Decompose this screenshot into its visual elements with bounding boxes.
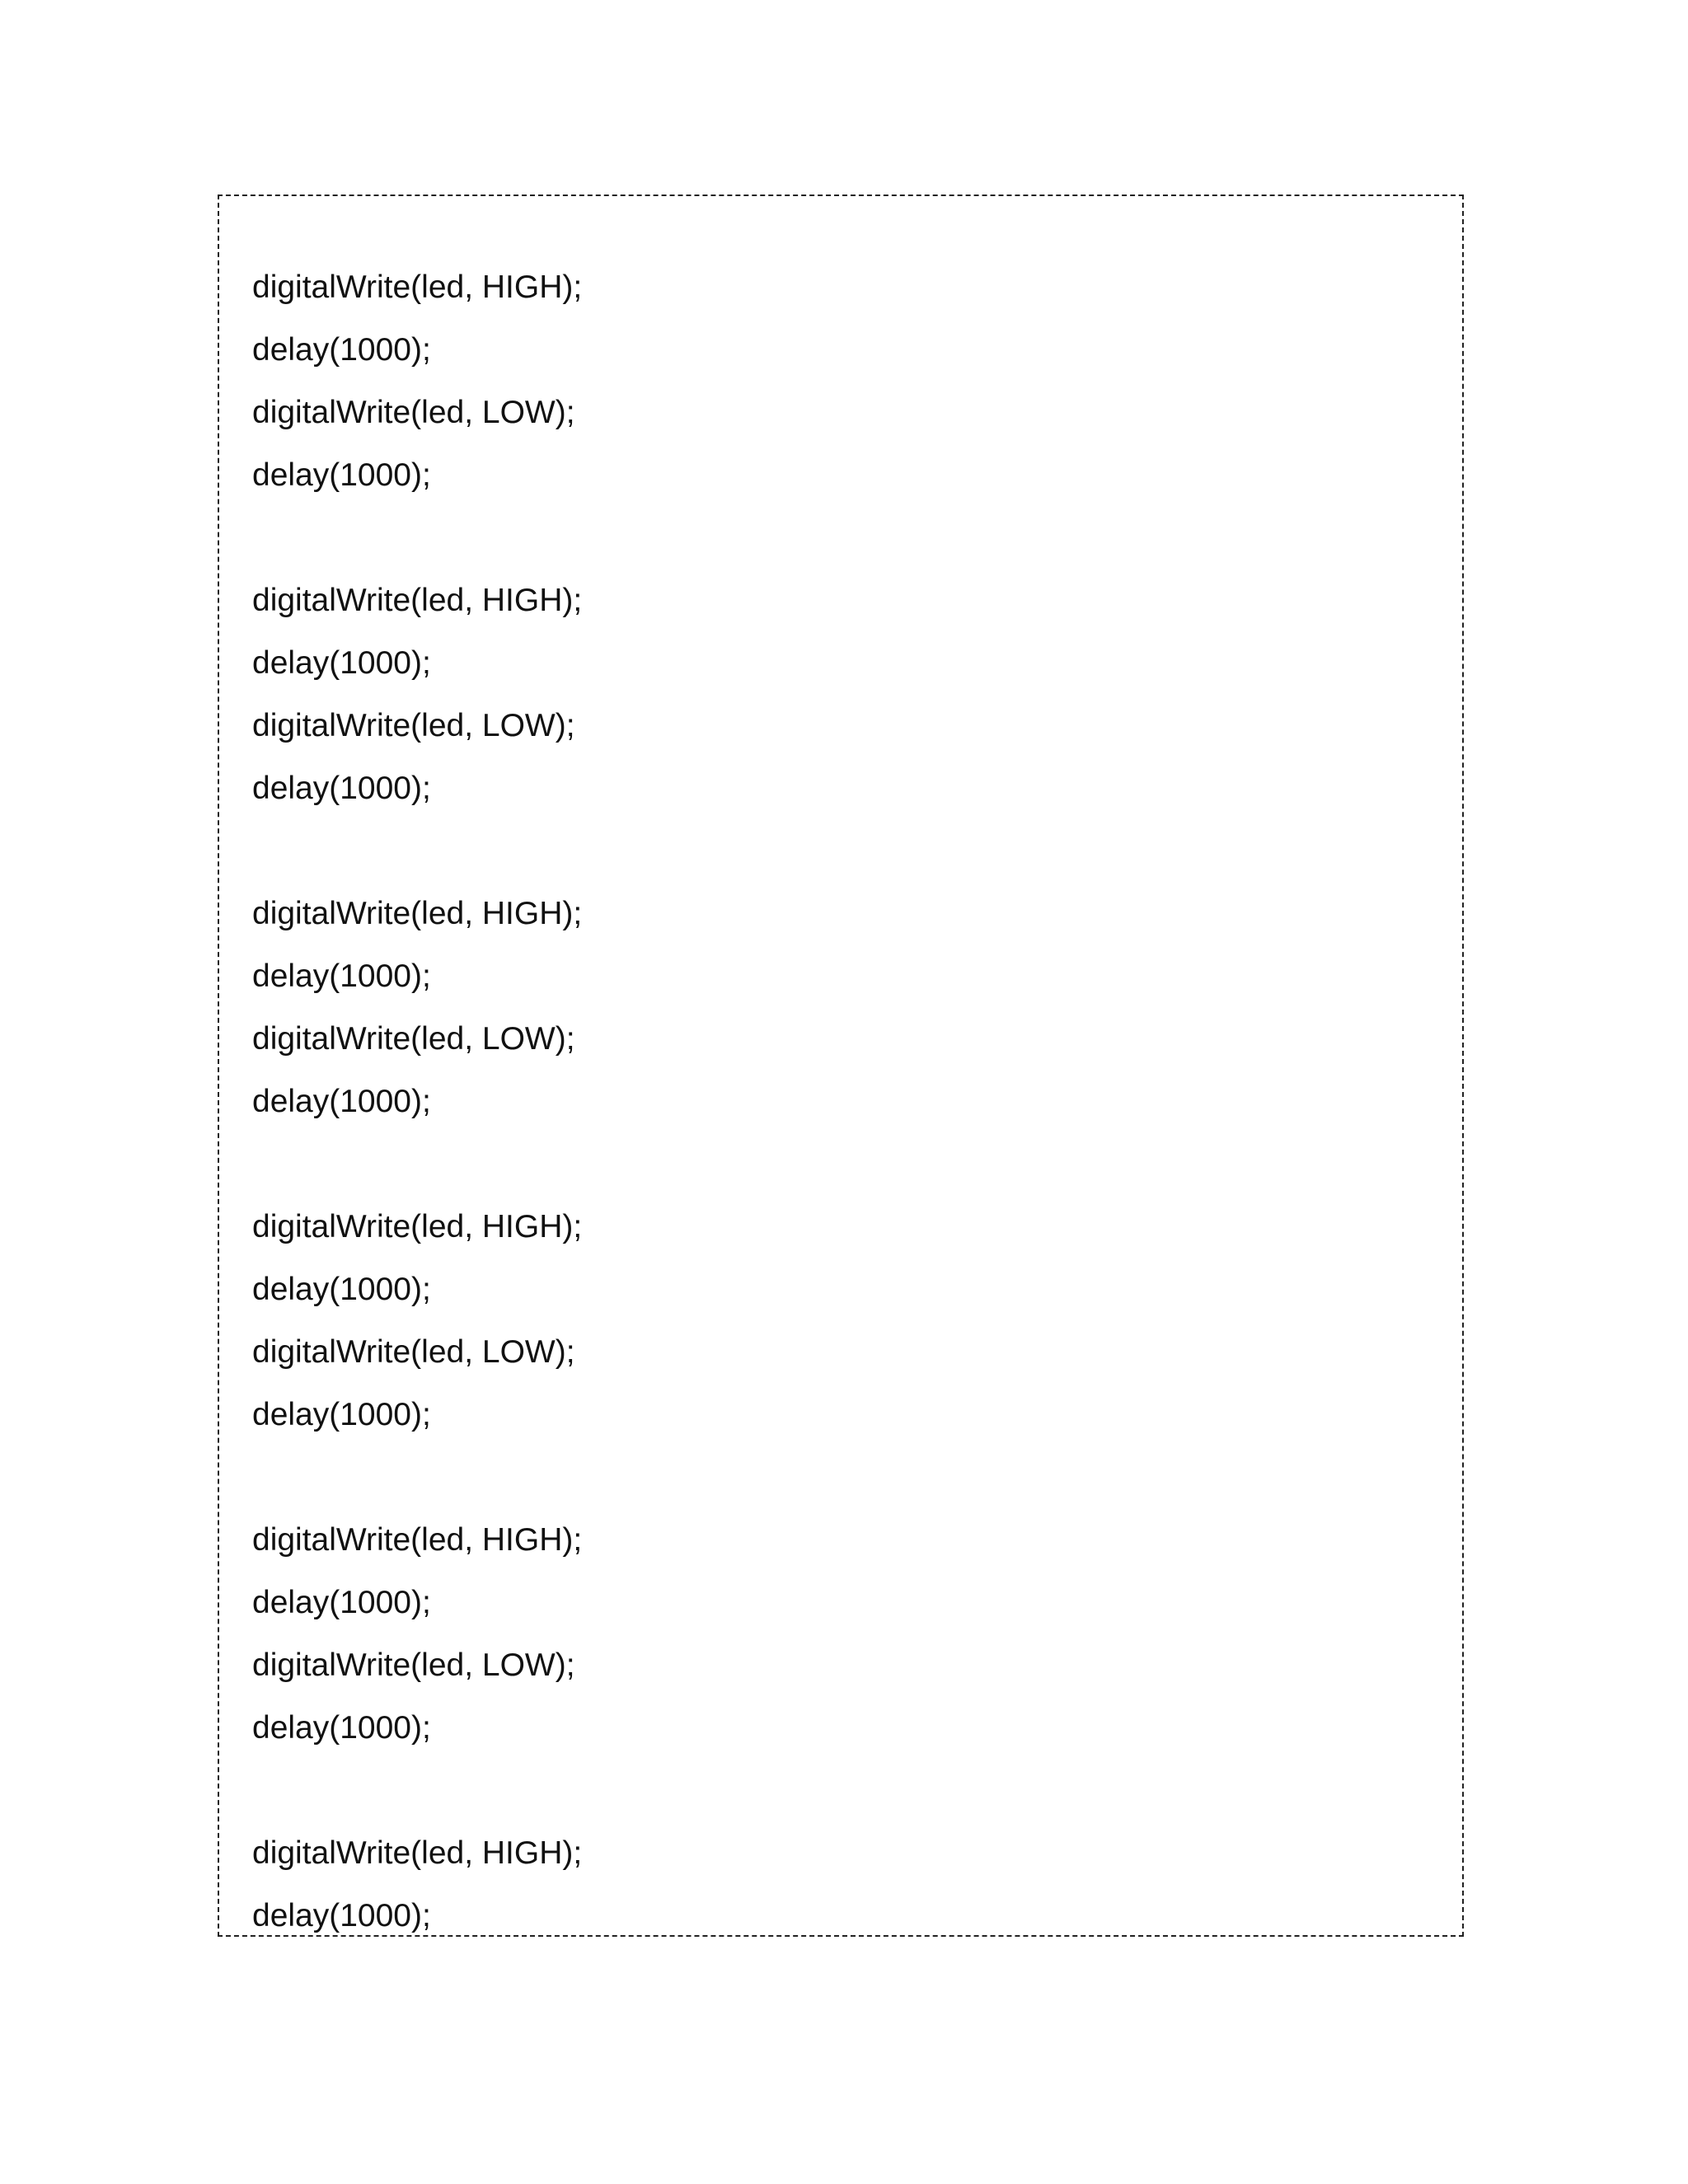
code-line: delay(1000);	[252, 771, 431, 806]
code-line: delay(1000);	[252, 1397, 431, 1432]
code-line: delay(1000);	[252, 457, 431, 493]
code-listing	[252, 256, 1462, 1937]
code-block	[252, 256, 1462, 507]
code-block	[252, 569, 1462, 820]
code-line: delay(1000);	[252, 958, 431, 994]
code-line: delay(1000);	[252, 1585, 431, 1620]
code-block	[252, 1822, 1462, 1937]
code-line: digitalWrite(led, HIGH);	[252, 896, 583, 931]
code-line: digitalWrite(led, HIGH);	[252, 269, 583, 305]
code-line: delay(1000);	[252, 645, 431, 681]
code-line: delay(1000);	[252, 1710, 431, 1746]
code-line: digitalWrite(led, LOW);	[252, 1334, 575, 1370]
code-line: digitalWrite(led, LOW);	[252, 395, 575, 430]
code-line: digitalWrite(led, HIGH);	[252, 1522, 583, 1558]
code-listing-frame	[218, 194, 1464, 1937]
code-block	[252, 883, 1462, 1133]
code-line: digitalWrite(led, HIGH);	[252, 1209, 583, 1244]
code-line: delay(1000);	[252, 332, 431, 368]
code-line: delay(1000);	[252, 1084, 431, 1119]
code-line: digitalWrite(led, LOW);	[252, 1021, 575, 1057]
code-line: digitalWrite(led, LOW);	[252, 1647, 575, 1683]
code-block	[252, 1196, 1462, 1446]
code-line: digitalWrite(led, HIGH);	[252, 583, 583, 618]
code-line: digitalWrite(led, LOW);	[252, 708, 575, 743]
code-line: delay(1000);	[252, 1898, 431, 1933]
code-line: delay(1000);	[252, 1272, 431, 1307]
code-line: digitalWrite(led, HIGH);	[252, 1835, 583, 1871]
code-block	[252, 1509, 1462, 1760]
